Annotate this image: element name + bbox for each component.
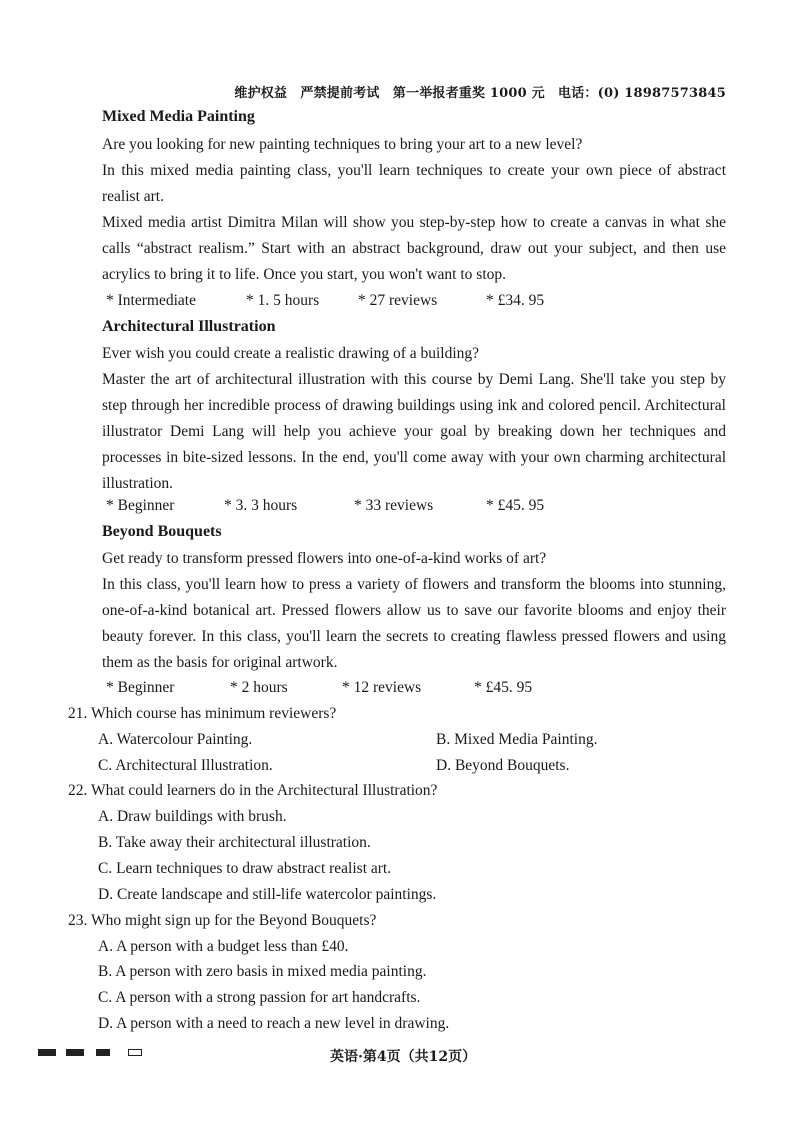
option-d: D. Create landscape and still-life watercolor paintings.: [98, 886, 437, 903]
price: * £45. 95: [474, 679, 533, 696]
course-intro: Are you looking for new painting techniques to bring your art to a new level?: [102, 136, 583, 153]
option-a: A. A person with a budget less than £40.: [98, 938, 349, 955]
price: * £45. 95: [486, 497, 545, 514]
price: * £34. 95: [486, 292, 545, 309]
option-c: C. Architectural Illustration.: [98, 757, 273, 774]
level: * Beginner: [106, 497, 175, 514]
level: * Intermediate: [106, 292, 196, 309]
option-a: A. Watercolour Painting.: [98, 731, 253, 748]
option-b: B. Take away their architectural illustration.: [98, 834, 371, 851]
question-21: 21. Which course has minimum reviewers?: [68, 705, 337, 722]
question-23: 23. Who might sign up for the Beyond Bouquets?: [68, 912, 377, 929]
course-description: [102, 341, 726, 497]
reviews: * 27 reviews: [358, 292, 438, 309]
course-title: Architectural Illustration: [102, 318, 276, 335]
reviews: * 12 reviews: [342, 679, 422, 696]
option-b: B. Mixed Media Painting.: [436, 731, 598, 748]
course-description: [102, 546, 726, 676]
option-a: A. Draw buildings with brush.: [98, 808, 287, 825]
option-c: C. Learn techniques to draw abstract realist art.: [98, 860, 392, 877]
course-title: Mixed Media Painting: [102, 108, 255, 125]
scan-mark: [96, 1049, 110, 1056]
course-description: [102, 132, 726, 288]
scan-mark: [38, 1049, 56, 1056]
reviews: * 33 reviews: [354, 497, 434, 514]
scan-mark: [128, 1049, 142, 1056]
option-d: D. A person with a need to reach a new level in drawing.: [98, 1015, 450, 1032]
course-intro: Get ready to transform pressed flowers into one-of-a-kind works of art?: [102, 550, 547, 567]
option-c: C. A person with a strong passion for art handcrafts.: [98, 989, 421, 1006]
course-paragraph: Mixed media artist Dimitra Milan will show you step-by-step how to create a canvas in what she calls “abstract realism.” Start with an abstract background, draw out your subject, and then use acrylics to bring it to life. Once you start, you won't want to stop.: [102, 214, 726, 283]
duration: * 1. 5 hours: [246, 292, 320, 309]
page-footer: 英语·第4页（共12页）: [330, 1049, 477, 1065]
course-paragraph: Master the art of architectural illustration with this course by Demi Lang. She'll take you step by step through her incredible process of drawing buildings using ink and colored pencil. Architectural illustrator Demi Lang will help you achieve your goal by breaking down her techniques and processes in bite-sized lessons. In the end, you'll come away with your own charming architectural illustration.: [102, 371, 726, 492]
option-b: B. A person with zero basis in mixed media painting.: [98, 963, 427, 980]
scan-mark: [66, 1049, 84, 1056]
option-d: D. Beyond Bouquets.: [436, 757, 570, 774]
duration: * 3. 3 hours: [224, 497, 298, 514]
level: * Beginner: [106, 679, 175, 696]
course-intro: Ever wish you could create a realistic drawing of a building?: [102, 345, 480, 362]
exam-header: 维护权益 严禁提前考试 第一举报者重奖 1000 元 电话：(0) 18987573845: [234, 86, 726, 101]
duration: * 2 hours: [230, 679, 288, 696]
course-paragraph: In this mixed media painting class, you'll learn techniques to create your own piece of abstract realist art.: [102, 162, 726, 205]
question-22: 22. What could learners do in the Architectural Illustration?: [68, 782, 438, 799]
course-title: Beyond Bouquets: [102, 523, 222, 540]
course-paragraph: In this class, you'll learn how to press a variety of flowers and transform the blooms into stunning, one-of-a-kind botanical art. Pressed flowers allow us to save our favorite blooms and enjoy their beauty forever. In this class, you'll learn the secrets to creating flawless pressed flowers and using them as the basis for original artwork.: [102, 576, 726, 671]
